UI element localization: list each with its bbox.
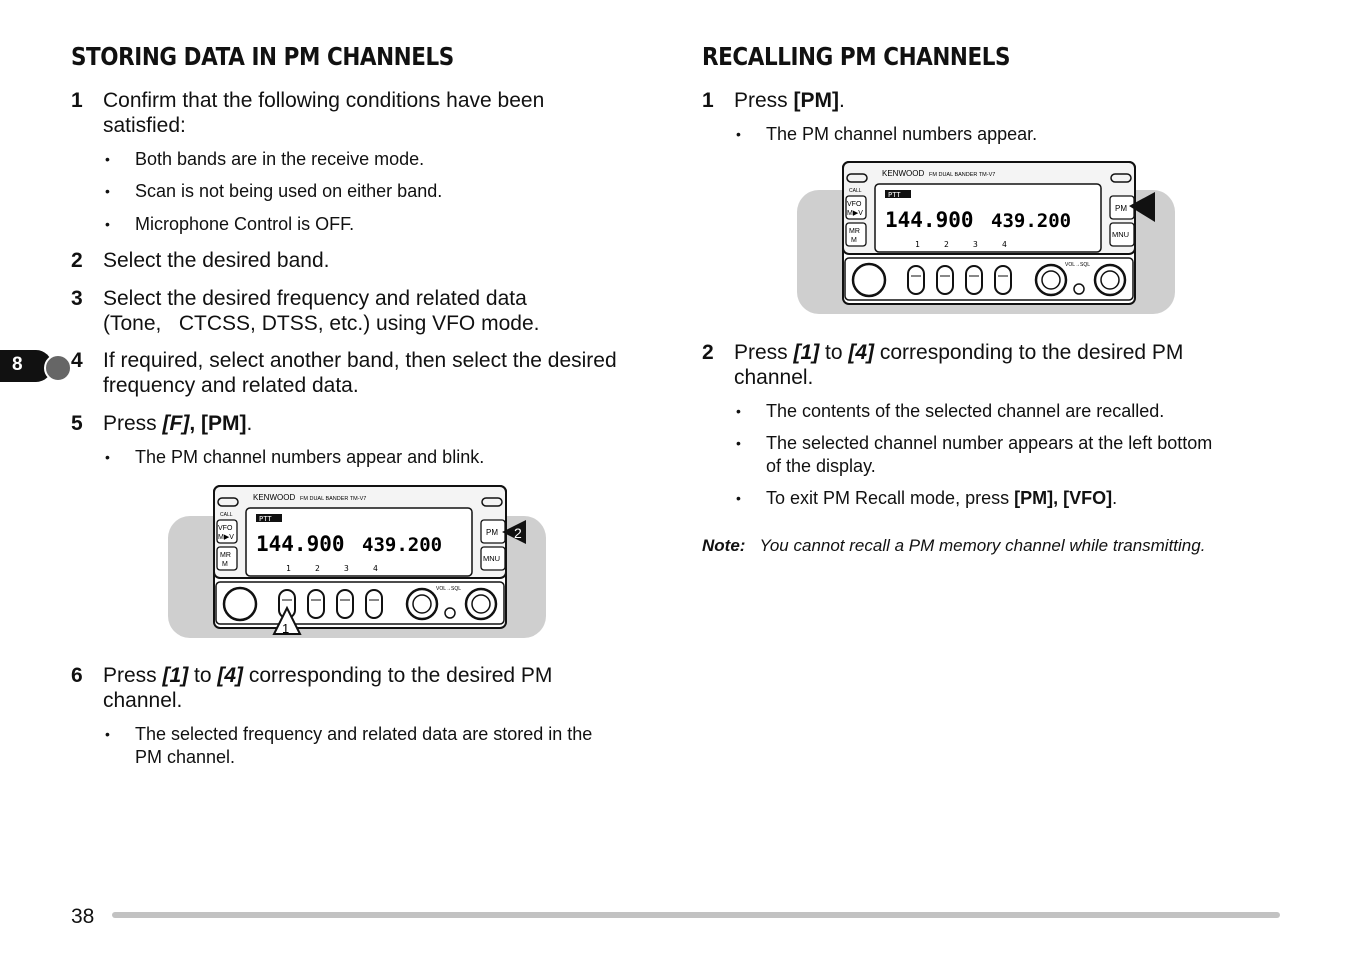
step-text: Press [1] to [4] corresponding to the desired PM channel.	[103, 664, 553, 712]
svg-text:4: 4	[1002, 240, 1007, 249]
section-tab	[0, 350, 60, 382]
key-2-button[interactable]	[937, 266, 953, 294]
key-1-button[interactable]	[908, 266, 924, 294]
step-text: Press [PM].	[734, 89, 845, 112]
vol-sql-label: VOL→SQL	[1065, 262, 1091, 268]
radio-illustration-left	[168, 484, 548, 640]
svg-text:VFO: VFO	[847, 201, 862, 208]
key-f: [F]	[162, 412, 190, 435]
svg-text:1: 1	[286, 564, 291, 573]
frequency-right: 439.200	[362, 534, 443, 556]
small-knob[interactable]	[445, 608, 455, 618]
model-label: FM DUAL BANDER TM-V7	[300, 496, 367, 502]
svg-text:VFO: VFO	[218, 525, 233, 532]
svg-text:1: 1	[915, 240, 920, 249]
svg-text:M: M	[222, 561, 228, 568]
key-2-button[interactable]	[308, 590, 324, 618]
volume-knob-right[interactable]	[466, 589, 496, 619]
bullet-text: The PM channel numbers appear.	[766, 124, 1038, 144]
page-number: 38	[71, 905, 95, 928]
brand-logo: KENWOOD	[882, 169, 925, 178]
bullet-text: The selected frequency and related data are stored in the PM channel.	[135, 724, 593, 767]
key-4-button[interactable]	[366, 590, 382, 618]
key-1: [1]	[793, 341, 820, 364]
callout-1-label: 1	[282, 621, 290, 636]
step-number: 1	[702, 89, 714, 112]
bullet-text: Microphone Control is OFF.	[135, 214, 355, 234]
svg-text:MR: MR	[849, 228, 860, 235]
svg-text:PTT: PTT	[888, 191, 901, 199]
frequency-right: 439.200	[991, 210, 1072, 232]
bullet-text: To exit PM Recall mode, press [PM], [VFO].	[766, 488, 1118, 508]
note-label: Note:	[702, 536, 746, 555]
power-knob[interactable]	[224, 588, 256, 620]
section-tab-number: 8	[12, 354, 23, 375]
frequency-left: 144.900	[885, 208, 974, 232]
callout-2-label: 2	[514, 525, 522, 541]
key-4: [4]	[848, 341, 875, 364]
svg-text:M▶V: M▶V	[847, 210, 863, 217]
model-label: FM DUAL BANDER TM-V7	[929, 172, 996, 178]
svg-text:3: 3	[344, 564, 349, 573]
note-text: You cannot recall a PM memory channel while transmitting.	[759, 536, 1206, 555]
bullet-text: Both bands are in the receive mode.	[135, 149, 425, 169]
step-number: 2	[71, 249, 83, 272]
step-number: 4	[71, 349, 83, 372]
call-label: CALL	[220, 512, 233, 518]
section-tab-marker	[44, 354, 72, 382]
step-text: Select the desired band.	[103, 249, 330, 272]
key-4: [4]	[217, 664, 244, 687]
volume-knob-left[interactable]	[407, 589, 437, 619]
bullet-text: The PM channel numbers appear and blink.	[135, 447, 485, 467]
volume-knob-right[interactable]	[1095, 265, 1125, 295]
svg-text:PTT: PTT	[259, 515, 272, 523]
svg-text:MR: MR	[220, 552, 231, 559]
right-heading: RECALLING PM CHANNELS	[702, 42, 1011, 71]
volume-knob-left[interactable]	[1036, 265, 1066, 295]
power-knob[interactable]	[853, 264, 885, 296]
svg-text:MNU: MNU	[483, 554, 501, 563]
svg-text:4: 4	[373, 564, 378, 573]
key-pm: [PM]	[793, 89, 840, 112]
step-number: 1	[71, 89, 83, 112]
svg-text:MNU: MNU	[1112, 230, 1130, 239]
key-4-button[interactable]	[995, 266, 1011, 294]
note	[702, 536, 1205, 556]
svg-text:2: 2	[944, 240, 949, 249]
small-knob[interactable]	[1074, 284, 1084, 294]
footer-rule	[112, 912, 1280, 918]
step-text: Press [F], [PM].	[103, 412, 253, 435]
radio-illustration-right	[797, 160, 1177, 316]
key-1: [1]	[162, 664, 189, 687]
svg-text:M▶V: M▶V	[218, 534, 234, 541]
svg-text:PM: PM	[1115, 204, 1127, 213]
brand-logo: KENWOOD	[253, 493, 296, 502]
key-3-button[interactable]	[966, 266, 982, 294]
step-text: Press [1] to [4] corresponding to the desired PM channel.	[734, 341, 1184, 389]
svg-text:M: M	[851, 237, 857, 244]
key-3-button[interactable]	[337, 590, 353, 618]
step-number: 6	[71, 664, 83, 687]
bullet-text: The contents of the selected channel are recalled.	[766, 401, 1165, 421]
bullet-text: The selected channel number appears at the left bottom of the display.	[766, 433, 1213, 476]
svg-text:2: 2	[315, 564, 320, 573]
svg-text:3: 3	[973, 240, 978, 249]
step-number: 2	[702, 341, 714, 364]
key-pm: [PM]	[201, 412, 247, 435]
radio-body	[214, 486, 506, 628]
vol-sql-label: VOL→SQL	[436, 586, 462, 592]
step-text: Select the desired frequency and related data (Tone, CTCSS, DTSS, etc.) using VFO mode.	[103, 287, 540, 335]
frequency-left: 144.900	[256, 532, 345, 556]
step-text: If required, select another band, then select the desired frequency and related data.	[103, 349, 617, 397]
key-pm-vfo: [PM], [VFO]	[1014, 488, 1113, 508]
step-text: Confirm that the following conditions have been satisfied:	[103, 89, 545, 137]
bullet-text: Scan is not being used on either band.	[135, 181, 443, 201]
step-number: 5	[71, 412, 83, 435]
left-heading: STORING DATA IN PM CHANNELS	[71, 42, 454, 71]
step-number: 3	[71, 287, 83, 310]
svg-text:PM: PM	[486, 528, 498, 537]
radio-body	[843, 162, 1135, 304]
call-label: CALL	[849, 188, 862, 194]
